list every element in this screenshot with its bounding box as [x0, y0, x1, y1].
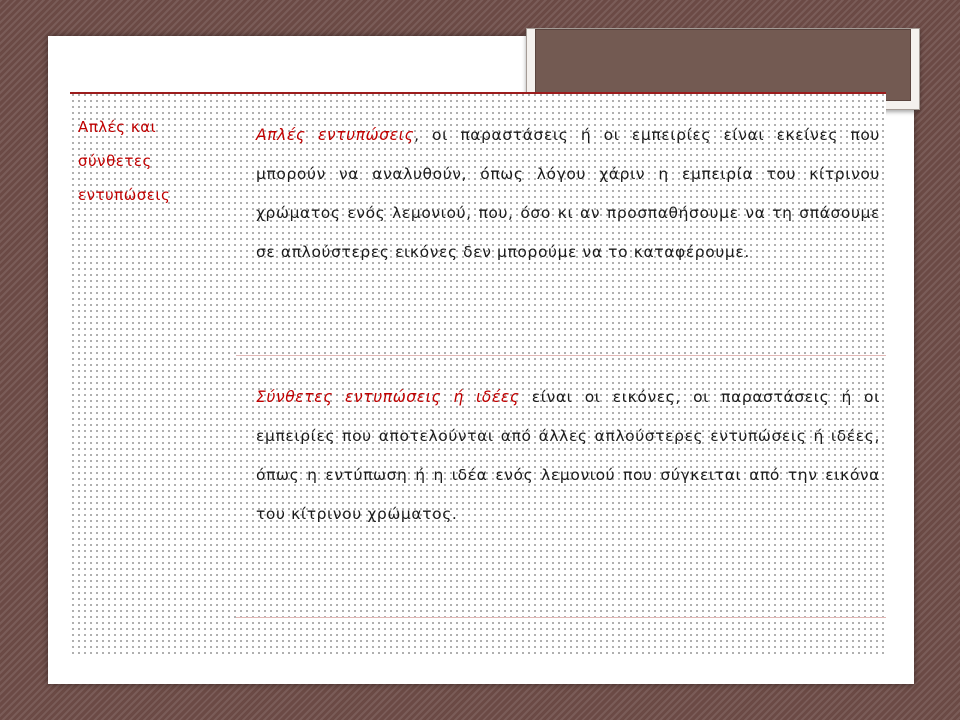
complex-impressions-paragraph [256, 378, 880, 534]
bottom-divider [236, 617, 886, 618]
simple-impressions-paragraph [256, 116, 880, 272]
section-title [78, 110, 208, 212]
complex-impressions-term: Σύνθετες εντυπώσεις ή ιδέες [256, 388, 520, 406]
section-title-line-2: σύνθετες [78, 152, 152, 170]
simple-impressions-term: Απλές εντυπώσεις [256, 126, 415, 144]
photo-placeholder [535, 29, 911, 101]
section-title-line-1: Απλές και [78, 118, 157, 136]
complex-impressions-text: είναι οι εικόνες, οι παραστάσεις ή οι εμπειρίες που αποτελούνται από άλλες απλούστερες εντυπώσεις ή ιδέες, όπως η εντύπωση ή η ιδέα ενός λεμονιού που σύγκειται από την εικόνα του κίτρινου χρώματος. [256, 388, 880, 523]
top-divider [70, 92, 886, 94]
row-divider [236, 355, 886, 356]
section-title-line-3: εντυπώσεις [78, 186, 171, 204]
slide [48, 36, 914, 684]
content-area [70, 92, 886, 658]
simple-impressions-text: , οι παραστάσεις ή οι εμπειρίες είναι εκείνες που μπορούν να αναλυθούν, όπως λόγου χάριν η εμπειρία του κίτρινου χρώματος ενός λεμονιού, που, όσο κι αν προσπαθήσουμε να τη σπάσουμε σε απλούστερες εικόνες δεν μπορούμε να το καταφέρουμε. [256, 126, 880, 261]
